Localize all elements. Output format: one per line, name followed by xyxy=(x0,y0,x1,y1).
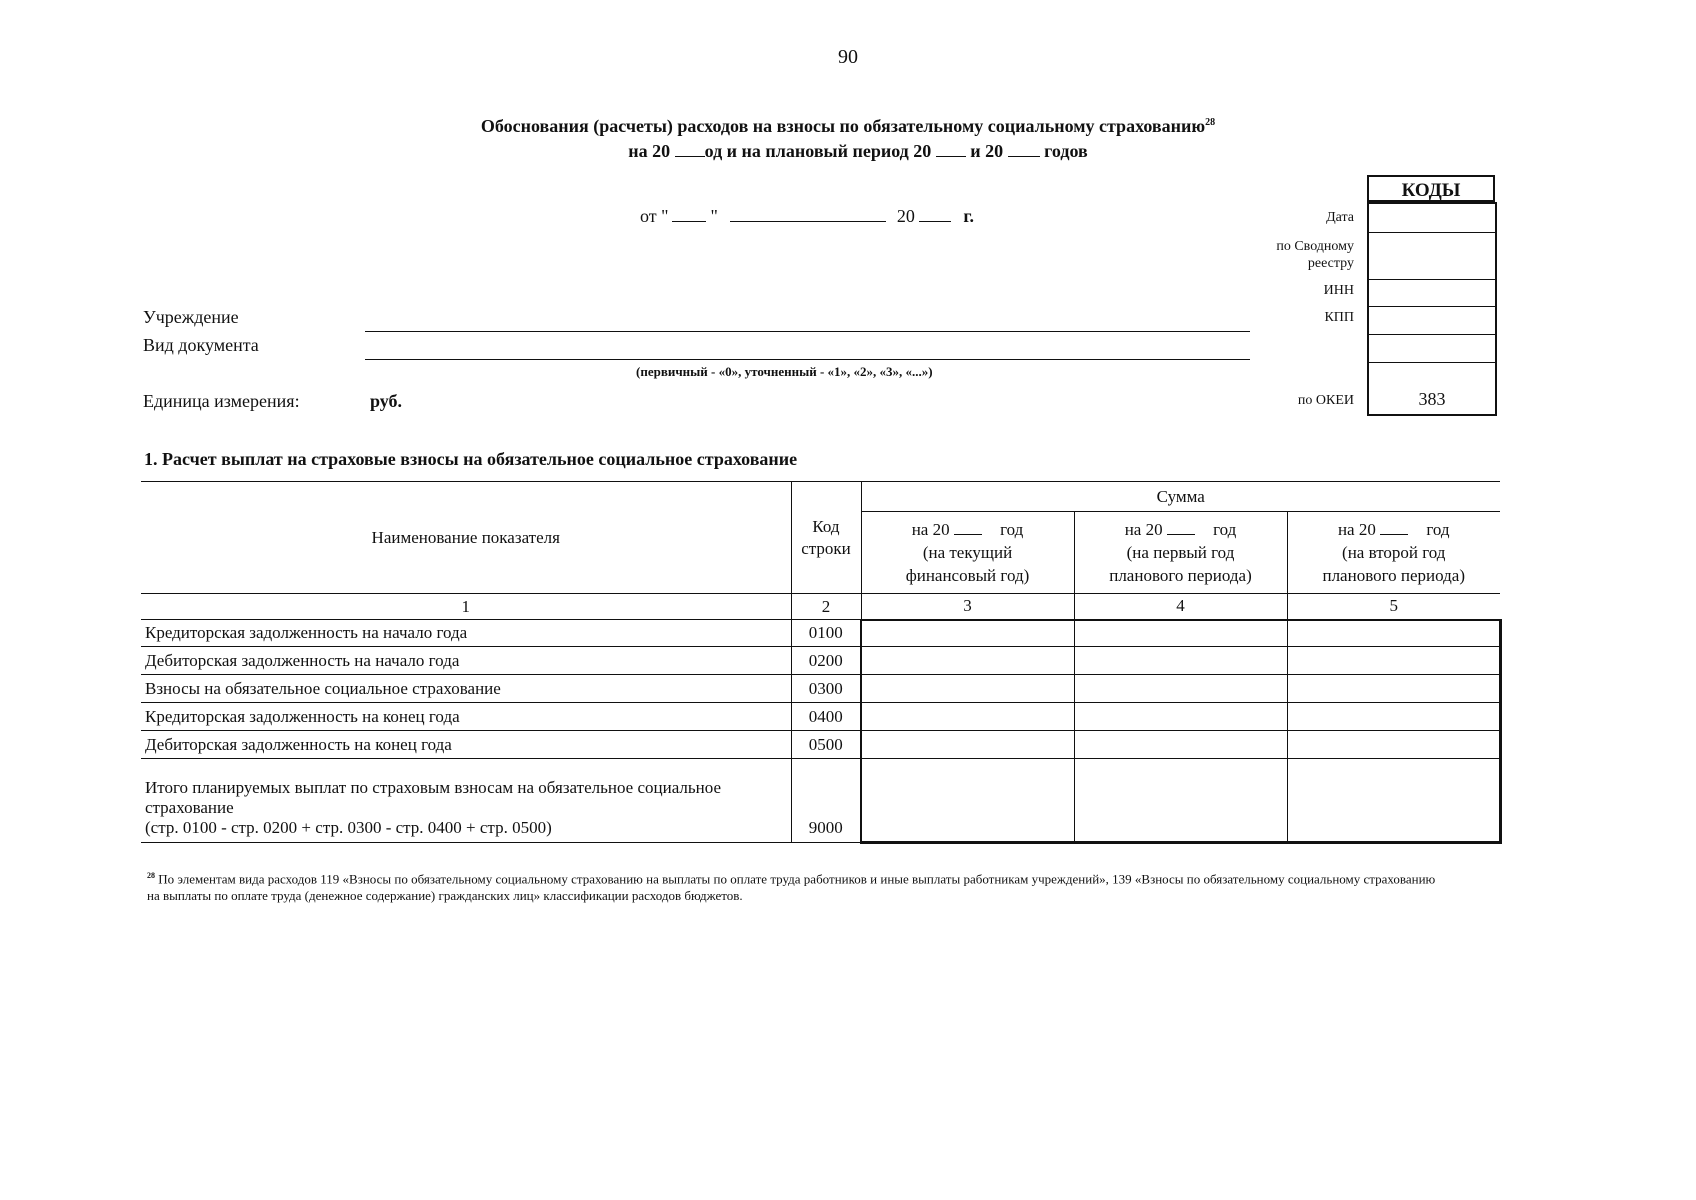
table-row xyxy=(141,620,1500,647)
code-cell-blank[interactable] xyxy=(1369,334,1495,363)
col-number-2: 2 xyxy=(791,594,861,620)
row-value-year2[interactable] xyxy=(1074,647,1287,675)
unit-label: Единица измерения: xyxy=(143,391,300,411)
subtitle-part-c: и 20 xyxy=(970,141,1004,161)
year3-blank xyxy=(1380,520,1408,535)
code-label-date: Дата xyxy=(1326,210,1354,225)
year3-desc-1: (на второй год xyxy=(1342,543,1446,562)
footnote-mark: 28 xyxy=(147,871,155,880)
code-cell-inn[interactable] xyxy=(1369,279,1495,307)
row-value-year1[interactable] xyxy=(861,620,1074,647)
year1-suffix: год xyxy=(1000,520,1024,539)
document-title xyxy=(0,116,1696,137)
year1-desc-2: финансовый год) xyxy=(905,566,1030,585)
table-row-total xyxy=(141,759,1500,843)
col-number-3: 3 xyxy=(861,594,1074,620)
code-cell-registry[interactable] xyxy=(1369,232,1495,280)
row-value-year2[interactable] xyxy=(1074,675,1287,703)
row-code: 0200 xyxy=(791,647,861,675)
doc-type-label: Вид документа xyxy=(143,335,259,355)
total-code: 9000 xyxy=(791,759,861,843)
footnote-text: По элементам вида расходов 119 «Взносы по обязательному социальному страхованию на выплаты по оплате труда работников и иные выплаты работникам учреждений», 139 «Взносы по обязательному социальному страхованию на выплаты по оплате труда (денежное содержание) гражданских лиц» классификации расходов бюджетов. xyxy=(147,871,1436,904)
row-value-year1[interactable] xyxy=(861,647,1074,675)
total-line1: Итого планируемых выплат по страховым взносам на обязательное социальное xyxy=(145,778,721,797)
date-line xyxy=(640,206,974,227)
year2-desc-1: (на первый год xyxy=(1126,543,1235,562)
code-cell-okei[interactable]: 383 xyxy=(1418,389,1446,409)
year3-suffix: год xyxy=(1426,520,1450,539)
header-year-2 xyxy=(1074,512,1287,594)
year-blank-2 xyxy=(936,142,966,157)
table-row xyxy=(141,647,1500,675)
total-value-year2[interactable] xyxy=(1074,759,1287,843)
row-value-year3[interactable] xyxy=(1287,675,1500,703)
date-year-prefix: 20 xyxy=(896,206,915,226)
day-blank xyxy=(672,207,706,222)
code-label-kpp: КПП xyxy=(1324,310,1354,325)
row-name: Взносы на обязательное социальное страхование xyxy=(141,675,791,703)
header-code xyxy=(791,482,861,594)
date-from: от " xyxy=(640,206,669,226)
row-value-year2[interactable] xyxy=(1074,703,1287,731)
col-number-1: 1 xyxy=(141,594,791,620)
row-value-year3[interactable] xyxy=(1287,647,1500,675)
table-row xyxy=(141,731,1500,759)
row-code: 0500 xyxy=(791,731,861,759)
row-value-year2[interactable] xyxy=(1074,731,1287,759)
year2-prefix: на 20 xyxy=(1124,520,1163,539)
year2-blank xyxy=(1167,520,1195,535)
total-value-year1[interactable] xyxy=(861,759,1074,843)
title-line1: Обоснования (расчеты) расходов на взносы по обязательному социальному страхованию xyxy=(480,116,1206,136)
year1-prefix: на 20 xyxy=(911,520,950,539)
col-number-5: 5 xyxy=(1287,594,1500,620)
subtitle-part-d: годов xyxy=(1044,141,1088,161)
table-row xyxy=(141,703,1500,731)
year-blank xyxy=(919,207,951,222)
subtitle-part-a: на 20 xyxy=(628,141,671,161)
row-value-year3[interactable] xyxy=(1287,731,1500,759)
row-code: 0300 xyxy=(791,675,861,703)
total-name xyxy=(141,759,791,843)
header-name: Наименование показателя xyxy=(141,482,791,594)
doc-type-line[interactable] xyxy=(365,359,1250,360)
year2-desc-2: планового периода) xyxy=(1109,566,1252,585)
section-title: 1. Расчет выплат на страховые взносы на обязательное социальное страхование xyxy=(144,449,798,469)
institution-line[interactable] xyxy=(365,331,1250,332)
year2-suffix: год xyxy=(1213,520,1237,539)
row-value-year1[interactable] xyxy=(861,675,1074,703)
title-footnote-mark: 28 xyxy=(1205,117,1216,128)
institution-label: Учреждение xyxy=(143,307,239,327)
codes-header: КОДЫ xyxy=(1367,175,1495,202)
code-cell-date[interactable] xyxy=(1369,204,1495,233)
header-year-1 xyxy=(861,512,1074,594)
payments-table xyxy=(141,481,1502,844)
row-name: Кредиторская задолженность на конец года xyxy=(141,703,791,731)
col-number-4: 4 xyxy=(1074,594,1287,620)
code-label-inn: ИНН xyxy=(1323,283,1354,298)
row-name: Дебиторская задолженность на начало года xyxy=(141,647,791,675)
date-year-suffix: г. xyxy=(963,206,974,226)
year-blank-1 xyxy=(675,142,705,157)
year1-desc-1: (на текущий xyxy=(922,543,1013,562)
row-name: Кредиторская задолженность на начало года xyxy=(141,620,791,647)
footnote xyxy=(147,867,1447,904)
row-code: 0100 xyxy=(791,620,861,647)
table-row xyxy=(141,675,1500,703)
total-line2: страхование xyxy=(145,798,234,817)
row-value-year2[interactable] xyxy=(1074,620,1287,647)
row-value-year3[interactable] xyxy=(1287,703,1500,731)
year-blank-3 xyxy=(1008,142,1040,157)
code-label-registry: по Сводному реестру xyxy=(1276,239,1354,271)
header-year-3 xyxy=(1287,512,1500,594)
total-line3: (стр. 0100 - стр. 0200 + стр. 0300 - стр. 0400 + стр. 0500) xyxy=(145,818,552,837)
year1-blank xyxy=(954,520,982,535)
year3-prefix: на 20 xyxy=(1337,520,1376,539)
row-name: Дебиторская задолженность на конец года xyxy=(141,731,791,759)
row-code: 0400 xyxy=(791,703,861,731)
date-quote: " xyxy=(710,206,718,226)
row-value-year1[interactable] xyxy=(861,703,1074,731)
document-subtitle xyxy=(10,141,1696,162)
code-label-okei: по ОКЕИ xyxy=(1297,393,1354,408)
row-value-year1[interactable] xyxy=(861,731,1074,759)
row-value-year3[interactable] xyxy=(1287,620,1500,647)
doc-type-hint: (первичный - «0», уточненный - «1», «2», «3», «...») xyxy=(636,364,933,379)
year3-desc-2: планового периода) xyxy=(1322,566,1466,585)
code-cell-kpp[interactable] xyxy=(1369,306,1495,335)
total-value-year3[interactable] xyxy=(1287,759,1500,843)
subtitle-part-b: од и на плановый период 20 xyxy=(704,141,932,161)
header-code-label: Код строки xyxy=(801,516,851,558)
header-sum: Сумма xyxy=(861,482,1500,512)
unit-value: руб. xyxy=(370,391,403,411)
month-blank xyxy=(730,207,886,222)
page-number: 90 xyxy=(838,46,858,68)
codes-box xyxy=(1367,202,1497,416)
